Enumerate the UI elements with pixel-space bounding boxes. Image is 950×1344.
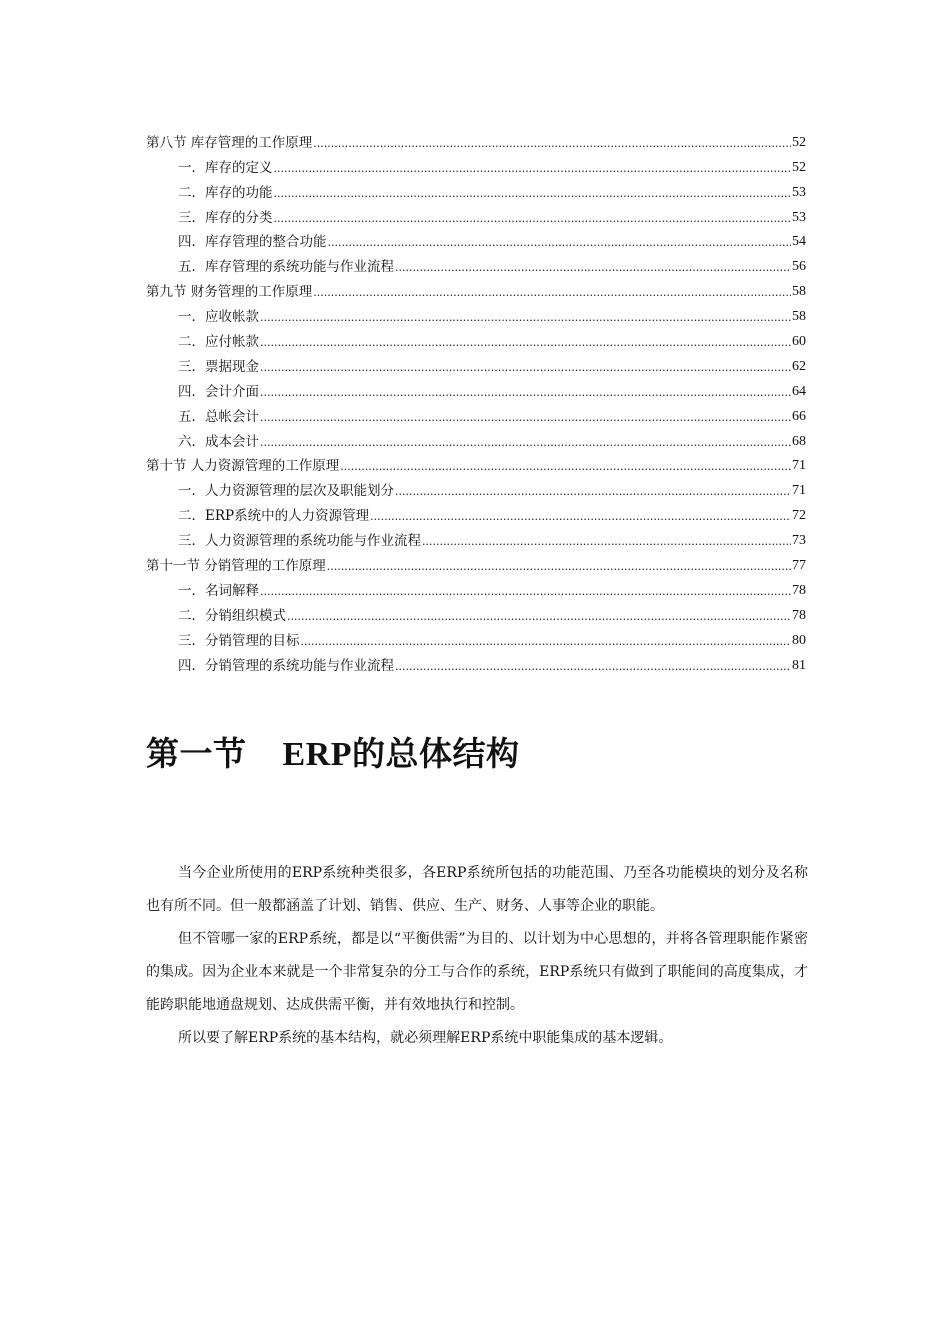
toc-subsection-entry[interactable] <box>146 524 806 549</box>
toc-entry-title: 第十一节 分销管理的工作原理 <box>146 558 326 575</box>
toc-page-number: 78 <box>792 607 806 623</box>
section-heading <box>146 728 520 775</box>
toc-entry-title: 二．分销组织模式 <box>178 607 286 624</box>
toc-subsection-entry[interactable] <box>146 201 806 226</box>
toc-entry-title: 五．总帐会计 <box>178 408 259 425</box>
toc-dot-leader <box>395 658 791 674</box>
toc-entry-title: 三．库存的分类 <box>178 209 273 226</box>
toc-dot-leader <box>260 334 791 350</box>
toc-entry-title: 三．票据现金 <box>178 358 259 375</box>
toc-dot-leader <box>313 135 791 151</box>
toc-entry-title: 二．应付帐款 <box>178 334 259 351</box>
toc-page-number: 60 <box>792 334 806 350</box>
toc-entry-title: 三．分销管理的目标 <box>178 632 300 649</box>
toc-dot-leader <box>313 284 791 300</box>
heading-section-number: 第一节 <box>146 734 247 773</box>
toc-dot-leader <box>260 434 791 450</box>
toc-dot-leader <box>301 633 792 649</box>
toc-page-number: 77 <box>792 558 806 574</box>
toc-dot-leader <box>274 185 792 201</box>
toc-dot-leader <box>274 160 792 176</box>
paragraph: 但不管哪一家的ERP系统，都是以“平衡供需”为目的、以计划为中心思想的，并将各管理职能作紧密的集成。因为企业本来就是一个非常复杂的分工与合作的系统，ERP系统只有做到了职能间的高度集成，才能跨职能地通盘规划、达成供需平衡，并有效地执行和控制。 <box>146 931 808 1013</box>
toc-subsection-entry[interactable] <box>146 375 806 400</box>
toc-page-number: 71 <box>792 458 806 474</box>
toc-entry-title: 三．人力资源管理的系统功能与作业流程 <box>178 533 421 550</box>
toc-subsection-entry[interactable] <box>146 151 806 176</box>
toc-dot-leader <box>260 309 791 325</box>
toc-page-number: 52 <box>792 159 806 175</box>
toc-entry-title: 二．库存的功能 <box>178 184 273 201</box>
toc-entry-title: 一．名词解释 <box>178 582 259 599</box>
toc-dot-leader <box>395 259 791 275</box>
toc-page-number: 81 <box>792 657 806 673</box>
toc-page-number: 72 <box>792 508 806 524</box>
toc-page-number: 66 <box>792 408 806 424</box>
toc-dot-leader <box>260 359 791 375</box>
toc-subsection-entry[interactable] <box>146 574 806 599</box>
toc-page-number: 80 <box>792 632 806 648</box>
toc-page-number: 52 <box>792 134 806 150</box>
toc-dot-leader <box>287 608 791 624</box>
toc-entry-title: 第八节 库存管理的工作原理 <box>146 134 313 151</box>
toc-subsection-entry[interactable] <box>146 425 806 450</box>
toc-dot-leader <box>395 483 791 499</box>
toc-entry-title: 六．成本会计 <box>178 433 259 450</box>
toc-subsection-entry[interactable] <box>146 499 806 524</box>
toc-entry-title: 四．会计介面 <box>178 383 259 400</box>
toc-subsection-entry[interactable] <box>146 350 806 375</box>
toc-dot-leader <box>370 508 791 524</box>
toc-subsection-entry[interactable] <box>146 325 806 350</box>
toc-dot-leader <box>260 409 791 425</box>
toc-subsection-entry[interactable] <box>146 250 806 275</box>
toc-page-number: 64 <box>792 383 806 399</box>
body-text <box>146 857 808 1055</box>
toc-subsection-entry[interactable] <box>146 176 806 201</box>
toc-entry-title: 五．库存管理的系统功能与作业流程 <box>178 259 394 276</box>
toc-page-number: 53 <box>792 184 806 200</box>
toc-subsection-entry[interactable] <box>146 649 806 674</box>
toc-subsection-entry[interactable] <box>146 624 806 649</box>
toc-section-entry[interactable] <box>146 126 806 151</box>
toc-page-number: 73 <box>792 533 806 549</box>
toc-entry-title: 第九节 财务管理的工作原理 <box>146 284 313 301</box>
paragraph: 当今企业所使用的ERP系统种类很多，各ERP系统所包括的功能范围、乃至各功能模块的划分及名称也有所不同。但一般都涵盖了计划、销售、供应、生产、财务、人事等企业的职能。 <box>146 865 808 914</box>
toc-entry-title: 一．库存的定义 <box>178 159 273 176</box>
toc-subsection-entry[interactable] <box>146 400 806 425</box>
toc-entry-title: 一．应收帐款 <box>178 309 259 326</box>
toc-dot-leader <box>422 533 791 549</box>
toc-page-number: 68 <box>792 433 806 449</box>
toc-subsection-entry[interactable] <box>146 300 806 325</box>
toc-page-number: 62 <box>792 358 806 374</box>
toc-entry-title: 四．分销管理的系统功能与作业流程 <box>178 657 394 674</box>
toc-page-number: 58 <box>792 309 806 325</box>
toc-page-number: 53 <box>792 209 806 225</box>
toc-section-entry[interactable] <box>146 275 806 300</box>
toc-page-number: 56 <box>792 259 806 275</box>
toc-subsection-entry[interactable] <box>146 226 806 251</box>
toc-dot-leader <box>274 210 792 226</box>
toc-page-number: 71 <box>792 483 806 499</box>
toc-subsection-entry[interactable] <box>146 474 806 499</box>
toc-page-number: 58 <box>792 284 806 300</box>
toc-dot-leader <box>328 234 792 250</box>
toc-entry-title: 第十节 人力资源管理的工作原理 <box>146 458 340 475</box>
toc-entry-title: 一．人力资源管理的层次及职能划分 <box>178 483 394 500</box>
toc-dot-leader <box>340 458 791 474</box>
toc-section-entry[interactable] <box>146 450 806 475</box>
toc-page-number: 78 <box>792 582 806 598</box>
table-of-contents <box>146 126 806 674</box>
toc-section-entry[interactable] <box>146 549 806 574</box>
heading-erp: ERP <box>282 736 352 773</box>
toc-entry-title: 四．库存管理的整合功能 <box>178 234 327 251</box>
toc-page-number: 54 <box>792 234 806 250</box>
heading-title: 的总体结构 <box>352 734 520 773</box>
toc-entry-title: 二．ERP系统中的人力资源管理 <box>178 508 370 525</box>
paragraph: 所以要了解ERP系统的基本结构，就必须理解ERP系统中职能集成的基本逻辑。 <box>178 1030 673 1046</box>
toc-dot-leader <box>327 558 791 574</box>
toc-dot-leader <box>260 384 791 400</box>
toc-dot-leader <box>260 583 791 599</box>
toc-subsection-entry[interactable] <box>146 599 806 624</box>
